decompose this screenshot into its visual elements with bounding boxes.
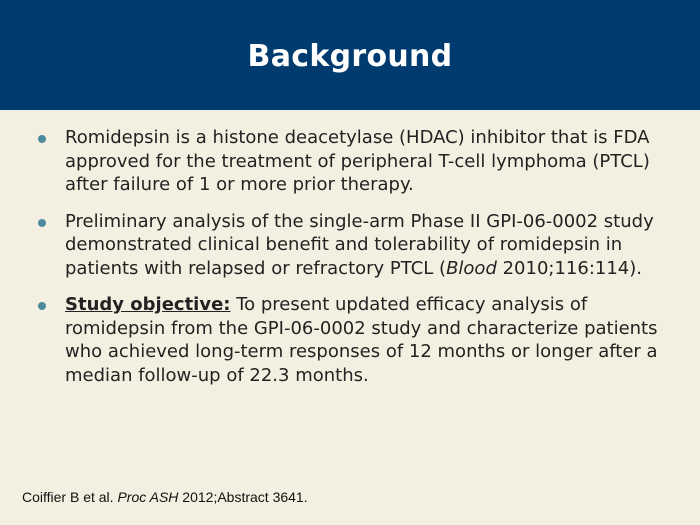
bullet-item [36,293,676,387]
bullet-dot-icon [38,302,46,310]
bullet-list [36,126,676,400]
study-objective-label: Study objective: [65,294,231,315]
footnote-reference: 2012;Abstract 3641. [178,489,308,505]
footnote-journal: Proc ASH [117,489,179,505]
bullet-text: Romidepsin is a histone deacetylase (HDAC) inhibitor that is FDA approved for the treatment of peripheral T-cell lymphoma (PTCL) after failure of 1 or more prior therapy. [65,127,650,195]
bullet-text: Preliminary analysis of the single-arm Phase II GPI-06-0002 study demonstrated clinical benefit and tolerability of romidepsin in patients with relapsed or refractory PTCL ( [65,210,654,279]
bullet-dot-icon [38,219,46,227]
bullet-text: To present updated efficacy analysis of romidepsin from the GPI-06-0002 study and characterize patients who achieved long-term responses of 12 months or longer after a median follow-up of 22.3 months. [65,294,658,386]
title-bar [0,0,700,110]
footnote [22,489,308,505]
bullet-item [36,126,676,197]
journal-name: Blood [446,257,497,279]
bullet-text-citation: 2010;116:114). [496,257,642,279]
bullet-dot-icon [38,135,46,143]
slide-title: Background [247,38,453,74]
footnote-authors: Coiffier B et al. [22,489,118,505]
bullet-item [36,210,676,281]
